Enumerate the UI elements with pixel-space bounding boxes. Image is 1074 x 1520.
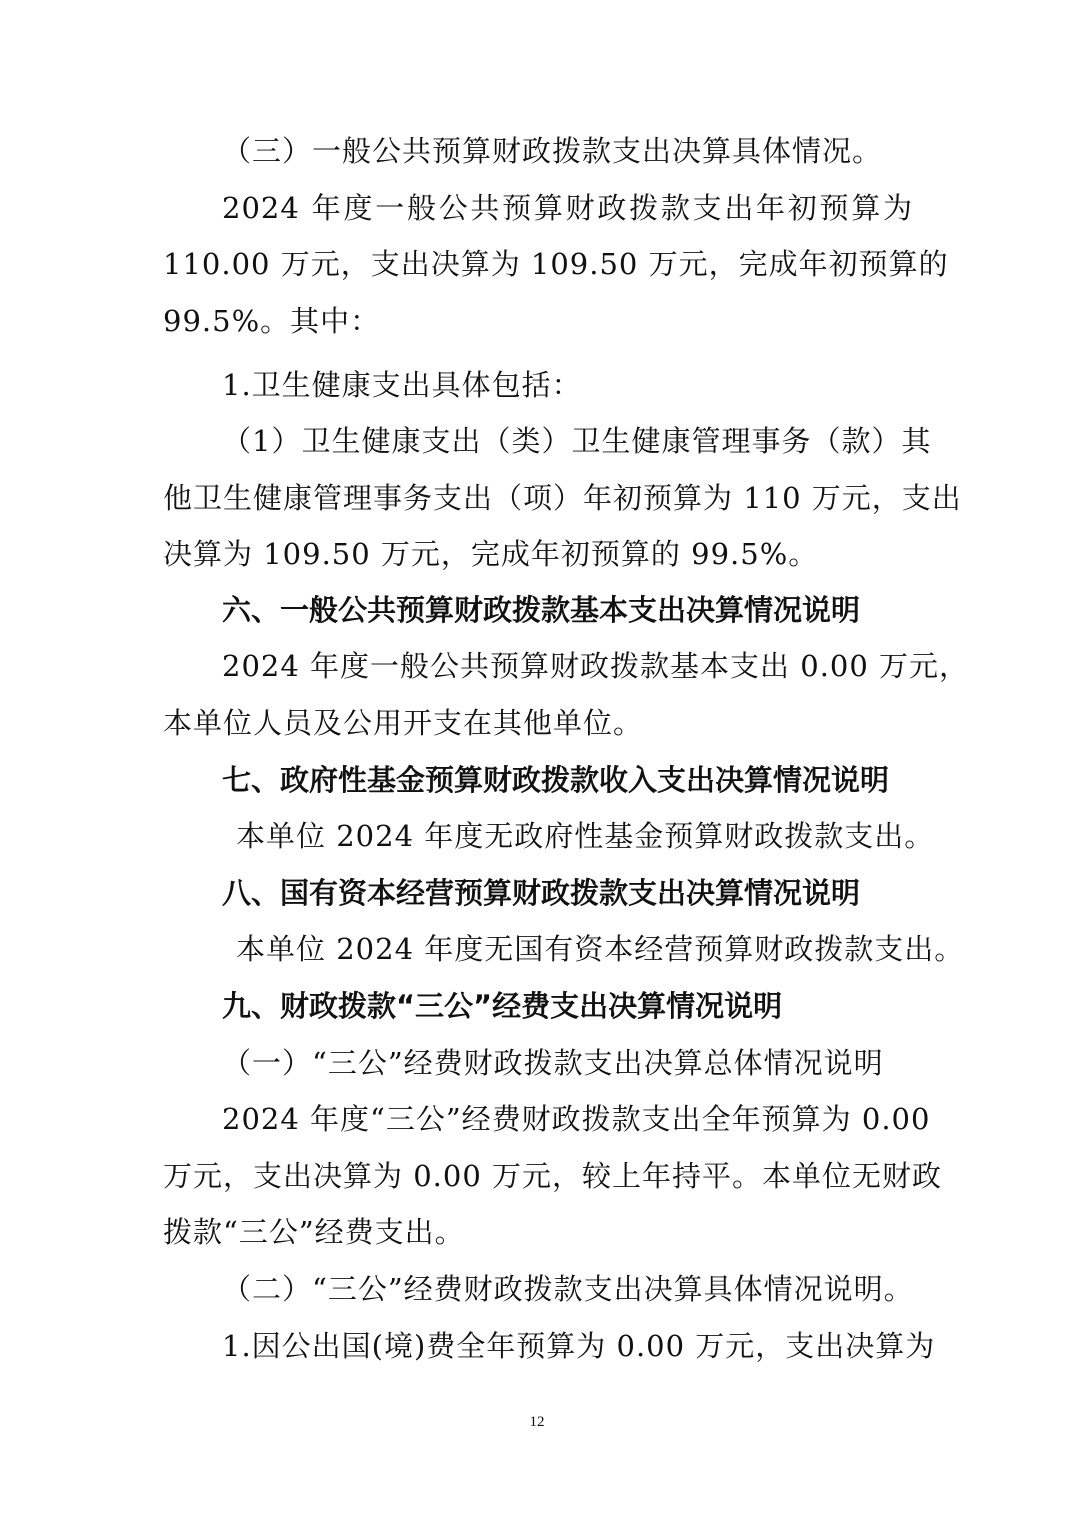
- section-heading-6: 六、一般公共预算财政拨款基本支出决算情况说明: [222, 593, 861, 627]
- item-heading: 1.卫生健康支出具体包括：: [222, 368, 582, 402]
- subsection-heading-2: （二）“三公”经费财政拨款支出决算具体情况说明。: [222, 1272, 914, 1306]
- paragraph-line: 99.5%。其中：: [163, 304, 381, 338]
- paragraph-line: 本单位人员及公用开支在其他单位。: [163, 706, 644, 740]
- paragraph-line: 2024 年度“三公”经费财政拨款支出全年预算为 0.00: [222, 1102, 931, 1136]
- section-heading-9: 九、财政拨款“三公”经费支出决算情况说明: [222, 989, 783, 1023]
- subsection-heading-1: （一）“三公”经费财政拨款支出决算总体情况说明: [222, 1046, 884, 1080]
- paragraph-line: （1）卫生健康支出（类）卫生健康管理事务（款）其: [222, 424, 932, 458]
- page-number: 12: [529, 1414, 545, 1430]
- paragraph-line: 他卫生健康管理事务支出（项）年初预算为 110 万元，支出: [163, 481, 962, 515]
- section-heading-7: 七、政府性基金预算财政拨款收入支出决算情况说明: [222, 763, 890, 797]
- section-heading-8: 八、国有资本经营预算财政拨款支出决算情况说明: [222, 876, 861, 910]
- paragraph-line: 2024 年度一般公共预算财政拨款基本支出 0.00 万元，: [222, 649, 970, 683]
- paragraph-line: 110.00 万元，支出决算为 109.50 万元，完成年初预算的: [163, 247, 949, 281]
- paragraph-line: 决算为 109.50 万元，完成年初预算的 99.5%。: [163, 537, 819, 571]
- paragraph-line: 2024 年度一般公共预算财政拨款支出年初预算为: [222, 191, 913, 225]
- paragraph-line: 1.因公出国(境)费全年预算为 0.00 万元，支出决算为: [222, 1329, 936, 1363]
- paragraph-line: 本单位 2024 年度无国有资本经营预算财政拨款支出。: [236, 932, 965, 966]
- paragraph-line: 拨款“三公”经费支出。: [163, 1215, 465, 1249]
- paragraph-line: 万元，支出决算为 0.00 万元，较上年持平。本单位无财政: [163, 1159, 943, 1193]
- subsection-heading-3: （三）一般公共预算财政拨款支出决算具体情况。: [222, 134, 883, 168]
- paragraph-line: 本单位 2024 年度无政府性基金预算财政拨款支出。: [236, 819, 935, 853]
